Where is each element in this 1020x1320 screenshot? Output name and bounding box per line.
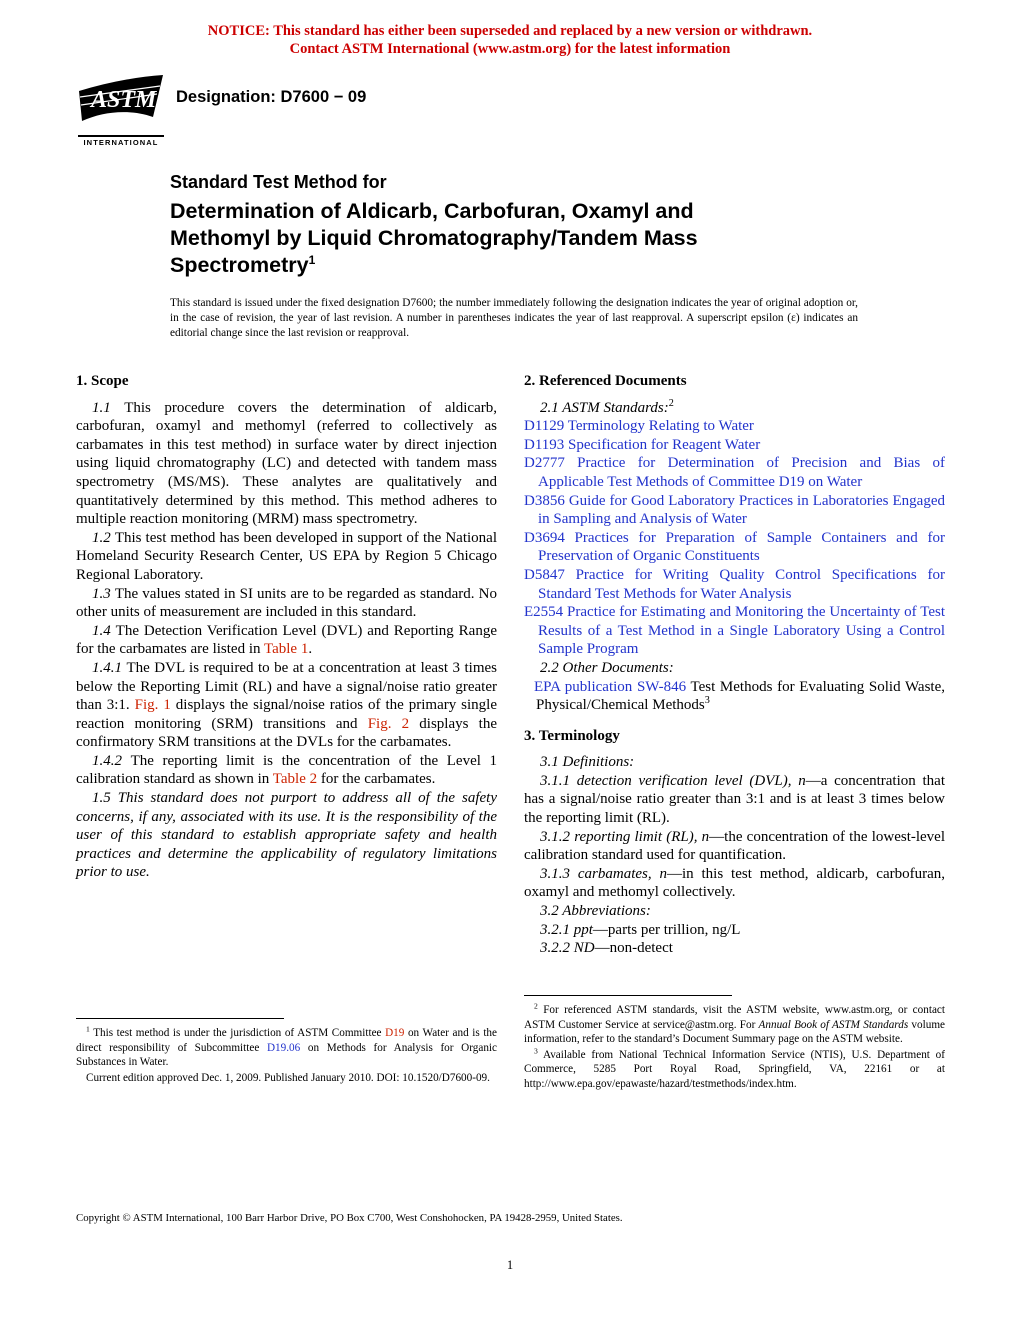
text-run: 1.2	[92, 529, 115, 546]
paragraph-3-1-3	[524, 865, 945, 902]
text-run: ND	[573, 940, 595, 957]
link-table-2[interactable]: Table 2	[272, 771, 318, 788]
text-run: for the carbamates.	[317, 771, 436, 788]
text-run: Other Documents:	[562, 659, 674, 676]
text-run: This procedure covers the determination of aldicarb, carbofuran, oxamyl and methomyl (referred to collectively as carbamates in this test method) in surface water by direct injection using liquid chromatography (LC) and detected with tandem mass spectrometry (MS/MS). These analytes are qualitatively and quantitatively determined by this method. This method adheres to multiple reaction monitoring (MRM) mass spectrometry.	[76, 399, 497, 528]
paragraph-3-1	[524, 753, 945, 772]
text-run: .	[308, 641, 313, 658]
link-committee-d19[interactable]: D19	[385, 1027, 405, 1039]
text-run: —parts per trillion, ng/L	[592, 921, 741, 938]
text-run: ppt	[573, 921, 593, 938]
paragraph-1-4-2	[76, 752, 497, 789]
text-run: 3.2.2	[540, 940, 574, 957]
paragraph-1-1	[76, 399, 497, 529]
footnote-current-edition	[76, 1071, 497, 1086]
text-run: —in this test method, aldicarb, carbofuran, oxamyl and methomyl collectively.	[524, 865, 945, 901]
text-run: Available from National Technical Information Service (NTIS), U.S. Department of Commerce, 5285 Port Royal Road, Springfield, VA, 22161 or at http://www.epa.gov/epawaste/hazard/testmethods/index.htm.	[524, 1048, 945, 1090]
paragraph-3-2-1	[524, 921, 945, 940]
text-run: 2	[668, 397, 674, 409]
link-d5847[interactable]: D5847 Practice for Writing Quality Control Specifications for Standard Test Methods for Water Analysis	[524, 566, 945, 602]
paragraph-2-2-epa	[524, 678, 945, 715]
text-run: displays the confirmatory SRM transitions at the DVLs for the carbamates.	[76, 715, 497, 751]
text-run: 1	[86, 1024, 90, 1034]
copyright-line: Copyright © ASTM International, 100 Barr Harbor Drive, PO Box C700, West Conshohocken, PA 19428-2959, United States.	[76, 1212, 623, 1224]
page-number: 1	[506, 1258, 514, 1272]
link-d3856[interactable]: D3856 Guide for Good Laboratory Practices in Laboratories Engaged in Sampling and Analysis of Water	[524, 492, 945, 528]
paragraph-3-2	[524, 902, 945, 921]
footnote-1	[76, 1026, 497, 1070]
link-table-1[interactable]: Table 1	[263, 641, 309, 658]
designation: Designation: D7600 − 09	[176, 88, 367, 106]
text-run: 1.5 This standard does not purport to address all of the safety concerns, if any, associated with its use. It is the responsibility of the user of this standard to establish appropriate safety and health practices and determine the applicability of regulatory limitations prior to use.	[76, 790, 497, 881]
text-run: —non-detect	[594, 940, 673, 957]
text-run: carbamates, n	[577, 865, 667, 882]
link-e2554[interactable]: E2554 Practice for Estimating and Monitoring the Uncertainty of Test Results of a Test Method in a Single Laboratory Using a Control Sample Program	[524, 604, 945, 658]
link-d3694[interactable]: D3694 Practices for Preparation of Sample Containers and for Preservation of Organic Constituents	[524, 529, 945, 565]
text-run: detection verification level (DVL), n	[576, 772, 806, 789]
section-heading-referenced-documents: 2. Referenced Documents	[524, 373, 687, 389]
astm-logo-text: ASTM	[91, 87, 157, 113]
link-d1129[interactable]: D1129 Terminology Relating to Water	[524, 418, 754, 435]
text-run: 3.2.1	[540, 921, 574, 938]
text-run: 2	[534, 1001, 538, 1011]
section-heading-terminology: 3. Terminology	[524, 727, 620, 744]
text-run: Test Methods for Evaluating Solid Waste, Physical/Chemical Methods	[536, 678, 945, 714]
text-run: reporting limit (RL), n	[574, 828, 710, 845]
footnote-3	[524, 1048, 945, 1092]
text-run: 3.1.3	[540, 865, 578, 882]
link-subcommittee-d19-06[interactable]: D19.06	[266, 1041, 301, 1054]
document-title-text: Determination of Aldicarb, Carbofuran, Oxamyl and Methomyl by Liquid Chromatography/Tandem Mass Spectrometry	[170, 199, 698, 277]
text-run: The reporting limit is the concentration of the Level 1 calibration standard as shown in	[76, 752, 497, 788]
supersession-notice	[0, 22, 1020, 58]
text-run: 3.1	[540, 754, 563, 771]
link-fig-2[interactable]: Fig. 2	[367, 715, 410, 732]
text-run: This test method has been developed in support of the National Homeland Security Research Center, US EPA by Region 5 Chicago Regional Laboratory.	[76, 529, 497, 583]
notice-line-2: Contact ASTM International (www.astm.org) for the latest information	[289, 41, 731, 57]
link-epa-sw846[interactable]: EPA publication SW-846	[534, 678, 687, 695]
title-kicker: Standard Test Method for	[170, 172, 387, 192]
text-run: —the concentration of the lowest-level calibration standard used for quantification.	[524, 828, 946, 864]
text-run: volume information, refer to the standard’s Document Summary page on the ASTM website.	[524, 1018, 945, 1046]
paragraph-1-5	[76, 789, 497, 882]
paragraph-1-2	[76, 529, 497, 585]
text-run: The Detection Verification Level (DVL) and Reporting Range for the carbamates are listed in	[76, 622, 497, 658]
left-column	[76, 372, 497, 882]
text-run: —a concentration that has a signal/noise ratio greater than 3:1 and is at least 3 times below the reporting limit (RL).	[524, 772, 945, 827]
astm-standards-list	[524, 417, 945, 659]
text-run: on Water and is the direct responsibility of Subcommittee	[76, 1027, 497, 1054]
text-run: displays the signal/noise ratios of the primary single reaction monitoring (SRM) transitions and	[76, 697, 497, 732]
text-run: ASTM Standards:	[562, 399, 669, 416]
paragraph-2-2	[524, 659, 945, 678]
paragraph-2-1	[524, 399, 945, 418]
text-run: This test method is under the jurisdiction of ASTM Committee	[89, 1027, 386, 1039]
text-run: 1.3	[92, 585, 115, 602]
text-run: on Methods for Analysis for Organic Substances in Water.	[76, 1041, 497, 1069]
notice-line-1: NOTICE: This standard has either been superseded and replaced by a new version or withdrawn.	[207, 23, 813, 39]
title-block	[170, 172, 830, 279]
astm-logo-international: INTERNATIONAL	[78, 135, 164, 147]
paragraph-3-1-1	[524, 772, 945, 828]
text-run: 2.2	[540, 659, 563, 676]
text-run: For referenced ASTM standards, visit the ASTM website, www.astm.org, or contact ASTM Customer Service at service@astm.org. For	[524, 1004, 945, 1031]
text-run: 3	[534, 1046, 538, 1056]
footnotes-left	[76, 1018, 497, 1085]
text-run: Current edition approved Dec. 1, 2009. Published January 2010. DOI: 10.1520/D7600-09.	[86, 1071, 490, 1084]
footnote-rule-right	[524, 995, 732, 996]
link-d2777[interactable]: D2777 Practice for Determination of Precision and Bias of Applicable Test Methods of Committee D19 on Water	[524, 455, 945, 490]
right-column	[524, 372, 945, 958]
text-run: 3	[704, 695, 710, 707]
footnotes-right	[524, 995, 945, 1092]
text-run: The DVL is required to be at a concentration at least 3 times below the Reporting Limit (RL) and have a signal/noise ratio greater than 3:1.	[76, 659, 497, 714]
title-footnote-ref[interactable]: 1	[308, 252, 316, 267]
astm-logo	[78, 74, 164, 147]
section-heading-scope: 1. Scope	[76, 373, 129, 389]
text-run: Annual Book of ASTM Standards	[758, 1018, 909, 1031]
text-run: 3.1.2	[540, 828, 575, 845]
text-run: Definitions:	[562, 754, 635, 771]
paragraph-3-1-2	[524, 828, 945, 865]
text-run: 1.1	[92, 399, 125, 416]
text-run: 1.4.1	[92, 659, 127, 676]
text-run: 1.4.2	[92, 752, 131, 769]
document-title	[170, 198, 770, 279]
astm-logo-mark	[78, 74, 164, 128]
paragraph-3-2-2	[524, 939, 945, 958]
link-d1193[interactable]: D1193 Specification for Reagent Water	[524, 436, 761, 453]
text-run: 3.2	[540, 903, 563, 920]
footnote-rule-left	[76, 1018, 284, 1019]
paragraph-1-3	[76, 585, 497, 622]
text-run: 1.4	[92, 622, 116, 639]
paragraph-1-4-1	[76, 659, 497, 752]
link-fig-1[interactable]: Fig. 1	[134, 697, 171, 714]
text-run: Abbreviations:	[562, 903, 651, 920]
footnote-2	[524, 1003, 945, 1047]
text-run: 3.1.1	[540, 772, 577, 789]
paragraph-1-4	[76, 622, 497, 659]
issue-note: This standard is issued under the fixed designation D7600; the number immediately following the designation indicates the year of original adoption or, in the case of revision, the year of last revision. A number in parentheses indicates the year of last reapproval. A superscript epsilon (ε) indicates an editorial change since the last revision or reapproval.	[170, 297, 858, 340]
text-run: The values stated in SI units are to be regarded as standard. No other units of measurement are included in this standard.	[76, 585, 497, 621]
text-run: 2.1	[540, 399, 563, 416]
